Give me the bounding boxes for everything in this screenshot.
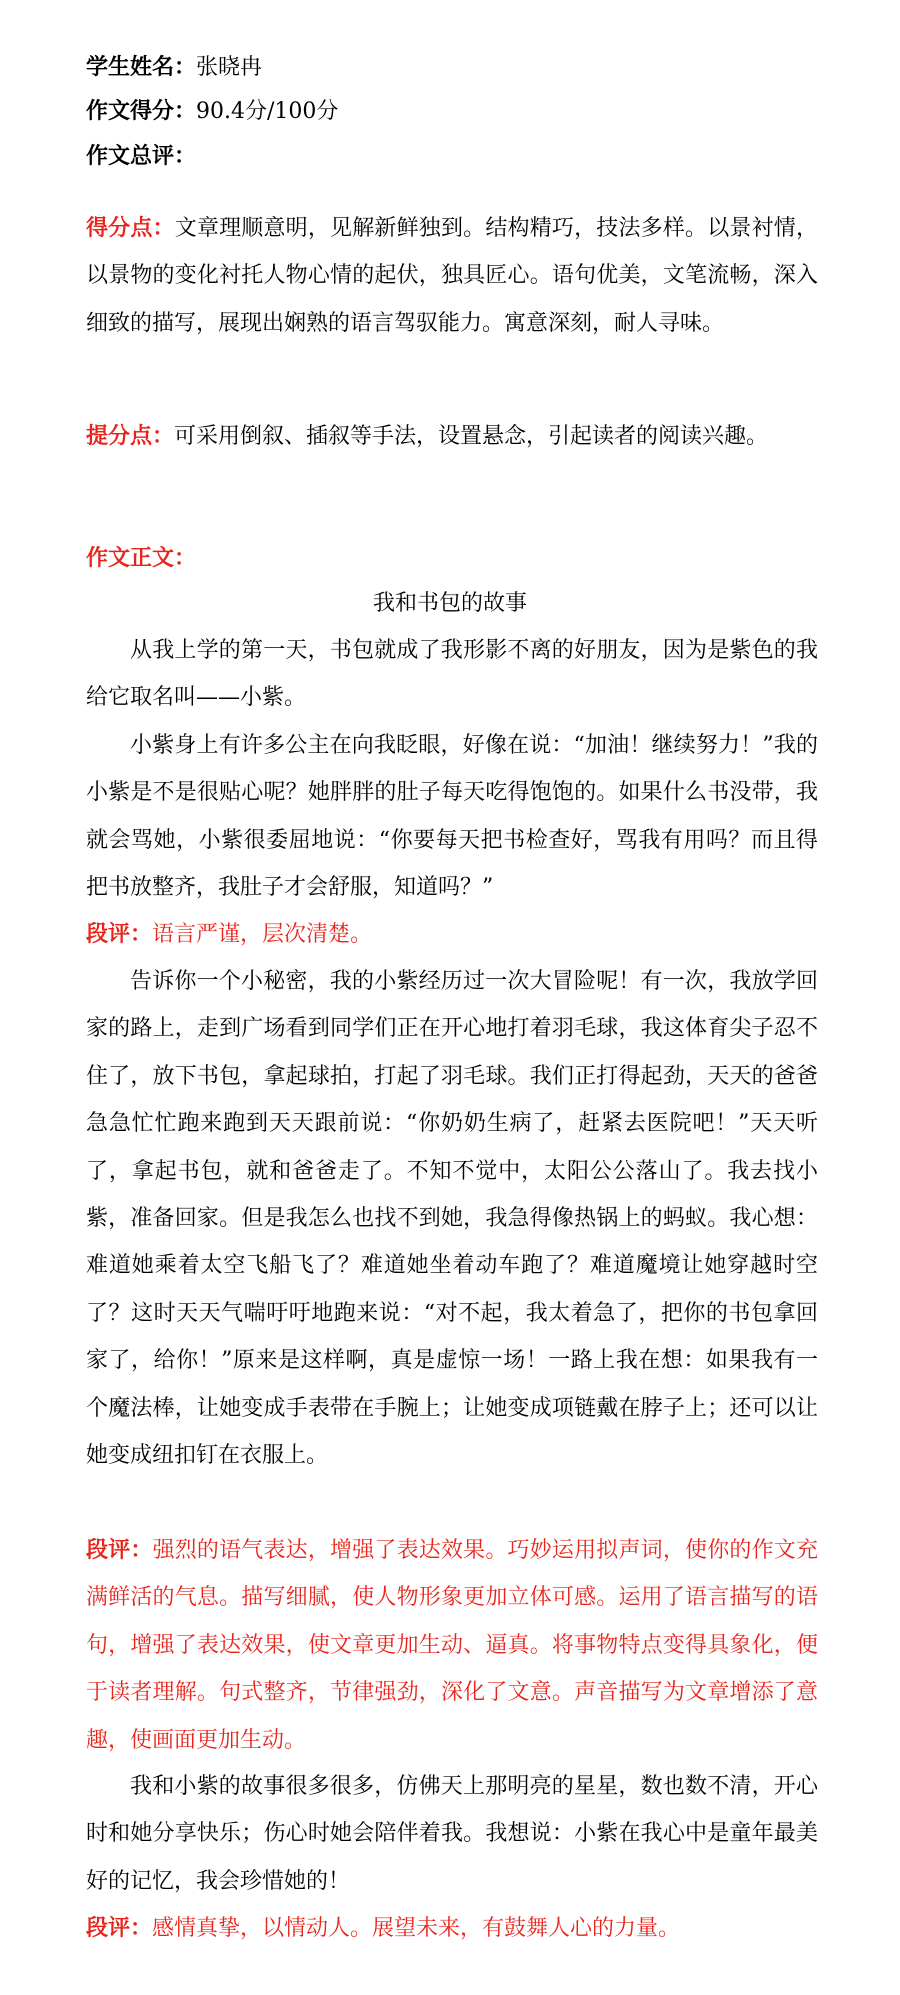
- strengths-block: [86, 205, 818, 347]
- essay-paragraph-3: 告诉你一个小秘密，我的小紫经历过一次大冒险呢！有一次，我放学回家的路上，走到广场看到同学们正在开心地打着羽毛球，我这体育尖子忍不住了，放下书包，拿起球拍，打起了羽毛球。我们正打得起劲，天天的爸爸急急忙忙跑来跑到天天跟前说：“你奶奶生病了，赶紧去医院吧！”天天听了，拿起书包，就和爸爸走了。不知不觉中，太阳公公落山了。我去找小紫，准备回家。但是我怎么也找不到她，我急得像热锅上的蚂蚁。我心想：难道她乘着太空飞船飞了？难道她坐着动车跑了？难道魔境让她穿越时空了？这时天天气喘吁吁地跑来说：“对不起，我太着急了，把你的书包拿回家了，给你！”原来是这样啊，真是虚惊一场！一路上我在想：如果我有一个魔法棒，让她变成手表带在手腕上；让她变成项链戴在脖子上；还可以让她变成纽扣钉在衣服上。: [86, 969, 818, 1469]
- comment-1-label: 段评：: [86, 921, 153, 947]
- improve-label: 提分点：: [86, 423, 175, 449]
- essay-paragraph-4: 我和小紫的故事很多很多，仿佛天上那明亮的星星，数也数不清，开心时和她分享快乐；伤心时她会陪伴着我。我想说：小紫在我心中是童年最美好的记忆，我会珍惜她的！: [86, 1774, 818, 1894]
- comment-1: [86, 911, 818, 958]
- score-label: 作文得分：: [86, 98, 197, 124]
- improve-text: 可采用倒叙、插叙等手法，设置悬念，引起读者的阅读兴趣。: [174, 424, 769, 449]
- comment-3-text: 感情真挚，以情动人。展望未来，有鼓舞人心的力量。: [152, 1916, 681, 1941]
- comment-3: [86, 1905, 818, 1952]
- essay-paragraph-1: 从我上学的第一天，书包就成了我形影不离的好朋友，因为是紫色的我给它取名叫——小紫。: [86, 638, 818, 711]
- summary-label: 作文总评：: [86, 143, 197, 169]
- score-value: 90.4分/100分: [196, 99, 339, 124]
- strengths-text: 文章理顺意明，见解新鲜独到。结构精巧，技法多样。以景衬情，以景物的变化衬托人物心情的起伏，独具匠心。语句优美，文笔流畅，深入细致的描写，展现出娴熟的语言驾驭能力。寓意深刻，耐人寻味。: [86, 216, 818, 336]
- comment-2-text: 强烈的语气表达，增强了表达效果。巧妙运用拟声词，使你的作文充满鲜活的气息。描写细腻，使人物形象更加立体可感。运用了语言描写的语句，增强了表达效果，使文章更加生动、逼真。将事物特点变得具象化，便于读者理解。句式整齐，节律强劲，深化了文意。声音描写为文章增添了意趣，使画面更加生动。: [86, 1538, 818, 1753]
- essay-paragraph-2: 小紫身上有许多公主在向我眨眼，好像在说：“加油！继续努力！”我的小紫是不是很贴心呢？她胖胖的肚子每天吃得饱饱的。如果什么书没带，我就会骂她，小紫很委屈地说：“你要每天把书检查好，骂我有用吗？而且得把书放整齐，我肚子才会舒服，知道吗？”: [86, 733, 818, 901]
- comment-2-label: 段评：: [86, 1537, 153, 1563]
- comment-2: [86, 1527, 818, 1764]
- improve-block: [86, 413, 818, 460]
- essay-section-label: 作文正文：: [86, 545, 197, 571]
- essay-section-row: [86, 543, 816, 574]
- strengths-label: 得分点：: [86, 215, 175, 241]
- comment-1-text: 语言严谨，层次清楚。: [152, 922, 373, 947]
- summary-row: [86, 141, 816, 172]
- score-row: [86, 96, 816, 127]
- student-name-value: 张晓冉: [196, 55, 263, 80]
- student-name-label: 学生姓名：: [86, 54, 197, 80]
- student-name-row: [86, 52, 816, 83]
- comment-3-label: 段评：: [86, 1915, 153, 1941]
- essay-title: 我和书包的故事: [372, 591, 527, 616]
